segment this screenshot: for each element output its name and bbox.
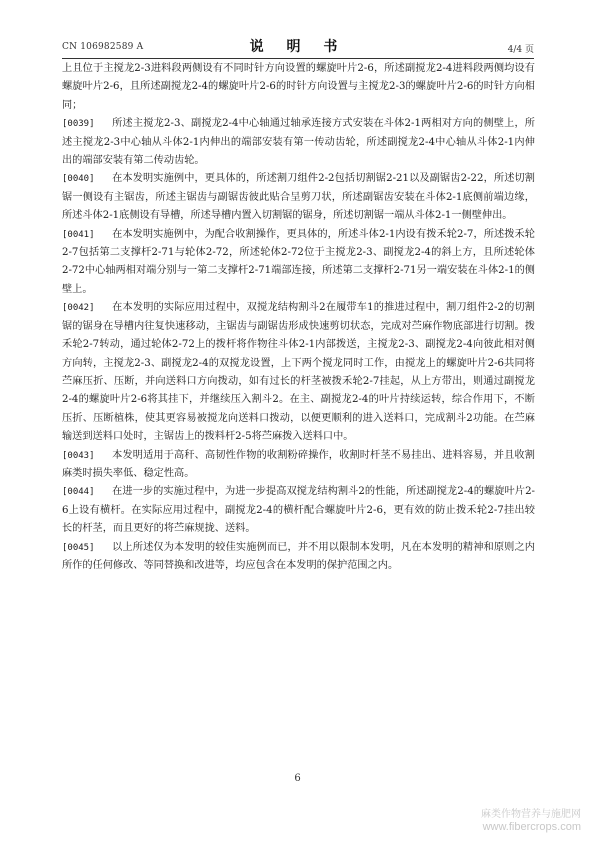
paragraph-text: 在本发明的实际应用过程中，双搅龙结构割斗2在履带车1的推进过程中，割刀组件2-2的切割锯的锯身在导槽内往复快速移动，主锯齿与副锯齿形成快速剪切状态，完成对苎麻作物底部进行切割。拨禾轮2-7转动，通过轮体2-72上的拨杆将作物往斗体2-1内部拨送，主搅龙2-3、副搅龙2-4向彼此相对侧方向转，主搅龙2-3、副搅龙2-4的双搅龙设置，上下两个搅龙同时工作，由搅龙上的螺旋叶片2-6共同将苎麻压折、压断，并向送料口方向拨动，如有过长的杆茎被拨禾轮2-7挂起，从上方带出，则通过副搅龙2-4的螺旋叶片2-6将其挂下，并继续压入割斗2。在主、副搅龙2-4的叶片持续运转，综合作用下，不断压折、压断植株，使其更容易被搅龙向送料口拨动，以便更顺利的进入送料口，完成割斗2功能。在苎麻输送到送料口处时，主锯齿上的拨料杆2-5将苎麻拨入送料口中。 xyxy=(62,302,535,443)
paragraph xyxy=(62,539,535,576)
paragraph-text: 本发明适用于高秆、高韧性作物的收割粉碎操作，收割时杆茎不易挂出、进料容易，并且收割麻类时损失率低、稳定性高。 xyxy=(62,449,535,479)
document-number: CN 106982589 A xyxy=(62,42,144,52)
paragraph-number: [0039] xyxy=(62,119,95,130)
paragraph-number: [0045] xyxy=(62,542,95,553)
paragraph-text: 以上所述仅为本发明的较佳实施例而已，并不用以限制本发明，凡在本发明的精神和原则之内所作的任何修改、等同替换和改进等，均应包含在本发明的保护范围之内。 xyxy=(62,541,535,571)
page-number: 6 xyxy=(294,773,301,784)
paragraph-number: [0042] xyxy=(62,303,95,314)
watermark-url: www.fibercrops.com xyxy=(482,821,581,833)
paragraph-text: 在本发明实施例中，为配合收割操作，更具体的，所述斗体2-1内设有拨禾轮2-7，所述拨禾轮2-7包括第二支撑杆2-71与轮体2-72，所述轮体2-72位于主搅龙2-3、副搅龙2-4的斜上方，且所述轮体2-72中心轴两相对端分别与一第二支撑杆2-71端部连接，所述第二支撑杆2-71另一端安装在斗体2-1的侧壁上。 xyxy=(62,228,535,295)
page-count: 4/4 页 xyxy=(507,45,534,55)
paragraph-text: 上且位于主搅龙2-3进料段两侧设有不同时针方向设置的螺旋叶片2-6，所述副搅龙2-4进料段两侧均设有螺旋叶片2-6，且所述副搅龙2-4的螺旋叶片2-6的时针方向设置与主搅龙2-3的螺旋叶片2-6的时针方向相同； xyxy=(62,63,535,111)
paragraph xyxy=(62,447,535,484)
document-title: 说 明 书 xyxy=(249,39,347,55)
paragraph-text: 在进一步的实施过程中，为进一步提高双搅龙结构割斗2的性能，所述副搅龙2-4的螺旋叶片2-6上设有横杆。在实际应用过程中，副搅龙2-4的横杆配合螺旋叶片2-6，更有效的防止拨禾轮2-7挂出较长的杆茎，而且更好的将苎麻规拢、送料。 xyxy=(62,486,535,535)
page-header xyxy=(62,36,534,58)
header-rule xyxy=(62,58,534,59)
paragraph-text: 所述主搅龙2-3、副搅龙2-4中心轴通过轴承连接方式安装在斗体2-1两相对方向的侧壁上，所述主搅龙2-3中心轴从斗体2-1内伸出的端部安装有第一传动齿轮，所述副搅龙2-4中心轴从斗体2-1内伸出的端部安装有第二传动齿轮。 xyxy=(62,118,535,167)
paragraph xyxy=(62,170,535,225)
document-body xyxy=(62,60,535,575)
watermark-title: 麻类作物营养与施肥网 xyxy=(481,809,581,820)
paragraph xyxy=(62,115,535,170)
paragraph-number: [0040] xyxy=(62,174,95,185)
paragraph xyxy=(62,226,535,300)
paragraph-number: [0043] xyxy=(62,450,95,461)
paragraph-text: 在本发明实施例中，更具体的，所述割刀组件2-2包括切割锯2-21以及副锯齿2-22，所述切割锯一侧设有主锯齿，所述主锯齿与副锯齿彼此贴合呈剪刀状，所述副锯齿安装在斗体2-1底侧前端边缘，所述斗体2-1底侧设有导槽，所述导槽内置入切割锯的锯身，所述切割锯一端从斗体2-1一侧壁伸出。 xyxy=(62,173,535,222)
paragraph-continued xyxy=(62,60,535,115)
paragraph-number: [0044] xyxy=(62,487,95,498)
watermark xyxy=(481,808,581,834)
paragraph-number: [0041] xyxy=(62,229,95,240)
paragraph xyxy=(62,299,535,446)
paragraph xyxy=(62,483,535,538)
